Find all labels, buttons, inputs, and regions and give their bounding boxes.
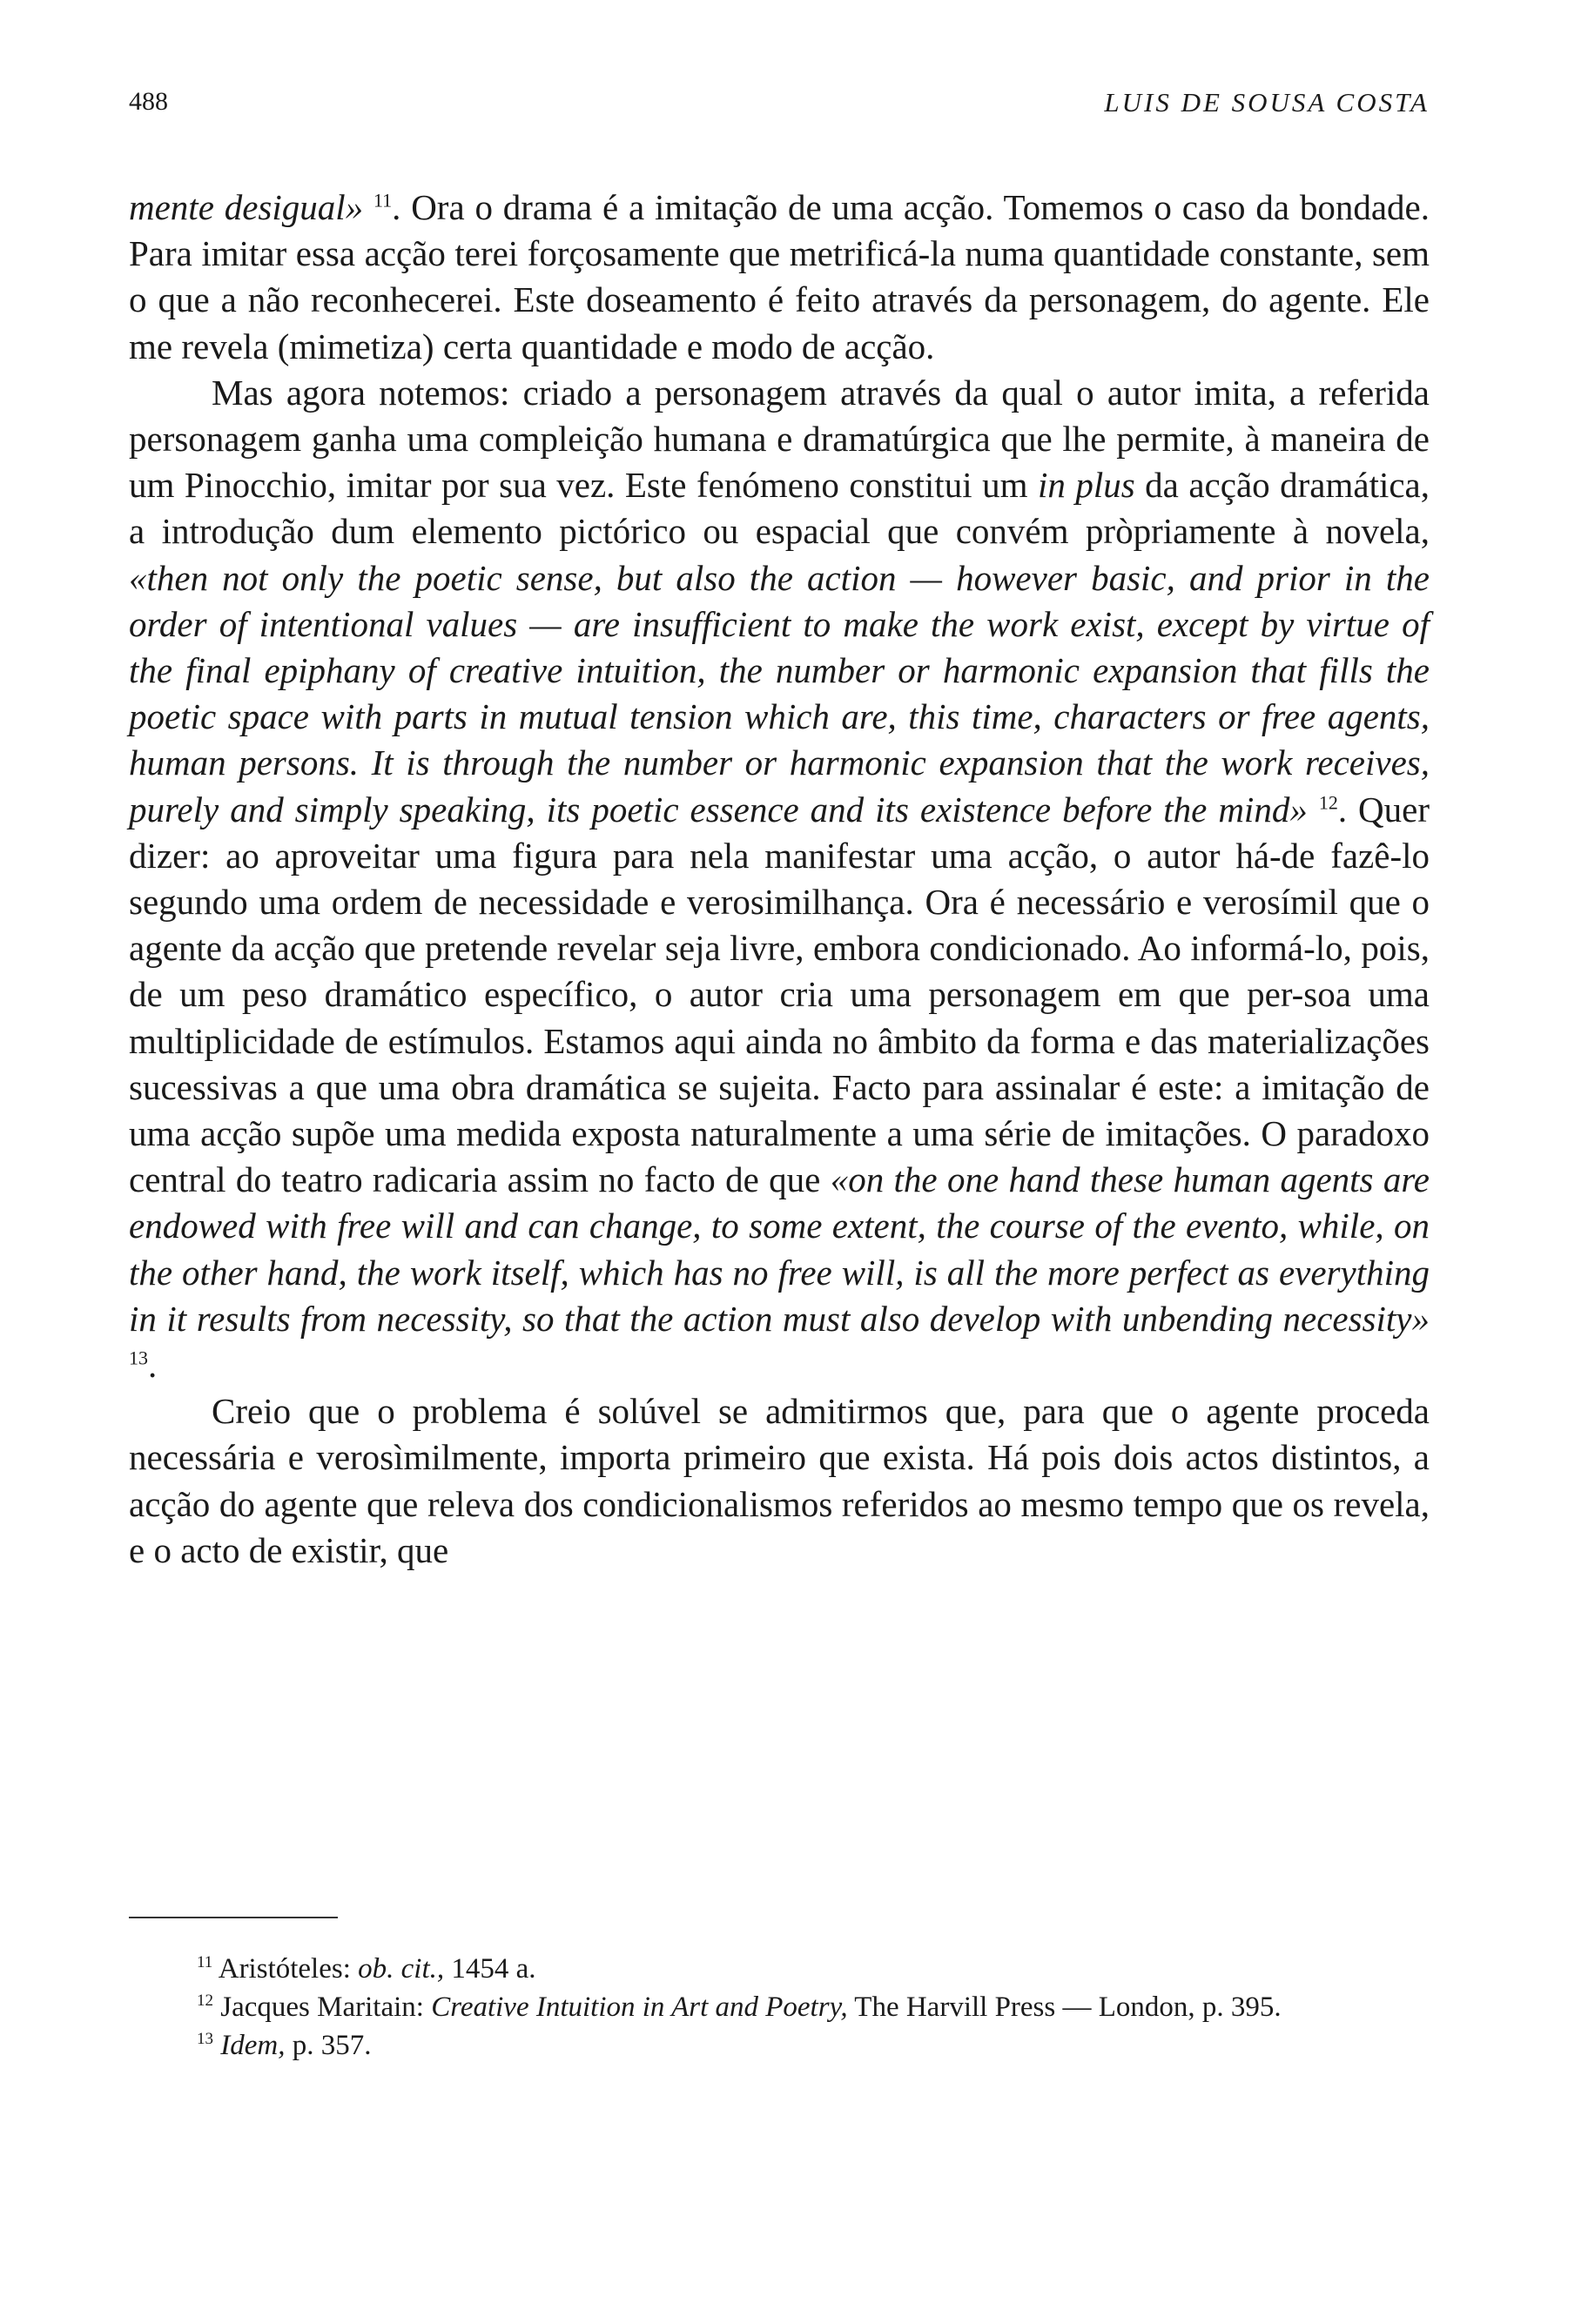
text-span: Mas agora notemos: criado a personagem através da qual o autor imita, a referida personagem ganha uma compleição humana e dramatúrgica que lhe permite, à maneira de um Pinocchio, imitar por sua vez. Este fenómeno constitui um: [129, 372, 1430, 506]
paragraph-1: [129, 185, 1430, 370]
footnote-italic: Creative Intuition in Art and Poetry,: [431, 1992, 848, 2023]
footnote-text: The Harvill Press — London, p. 395.: [847, 1992, 1282, 2023]
footnote-separator: [129, 1917, 338, 1918]
italic-span: in plus: [1037, 465, 1135, 506]
footnote-ref-12: 12: [1318, 790, 1338, 813]
quote-maritain-2: «on the one hand these human agents are endowed with free will and can change, to some extent, the course of the evento, while, on the other hand, the work itself, which has no free will, is all the more perfect as everything in it results from necessity, so that the action must also develop with unbending necessity»: [129, 1159, 1430, 1339]
page-header: [129, 87, 1430, 139]
text-span: . Quer dizer: ao aproveitar uma figura para nela manifestar uma acção, o autor há-de fazê-lo segundo uma ordem de necessidade e verosimilhança. Ora é necessário e verosímil que o agente da acção que pretende revelar seja livre, embora condicionado. Ao informá-lo, pois, de um peso dramático específico, o autor cria uma personagem em que per-soa uma multiplicidade de estímulos. Estamos aqui ainda no âmbito da forma e das materializações sucessivas a que uma obra dramática se sujeita. Facto para assinalar é este: a imitação de uma acção supõe uma medida exposta naturalmente a uma série de imitações. O paradoxo central do teatro radicaria assim no facto de que: [129, 789, 1430, 1200]
footnote-ref-11: 11: [373, 189, 393, 212]
italic-span: mente desigual»: [129, 187, 373, 227]
footnotes: [129, 1950, 1430, 2065]
body-text: [129, 185, 1430, 1574]
running-head: LUIS DE SOUSA COSTA: [1104, 87, 1430, 118]
footnote-11: [129, 1950, 1430, 1988]
footnote-13: [129, 2026, 1430, 2065]
text-span: . Ora o drama é a imitação de uma acção. Tomemos o caso da bondade. Para imitar essa acção terei forçosamente que metrificá-la numa quantidade constante, sem o que a não reconhecerei. Este doseamento é feito através da personagem, do agente. Ele me revela (mimetiza) certa quantidade e modo de acção.: [129, 187, 1430, 366]
quote-maritain-1: «then not only the poetic sense, but also the action — however basic, and prior in the order of intentional values — are insufficient to make the work exist, except by virtue of the final epiphany of creative intuition, the number or harmonic expansion that fills the poetic space with parts in mutual tension which are, this time, characters or free agents, human persons. It is through the number or harmonic expansion that the work receives, purely and simply speaking, its poetic essence and its existence before the mind»: [129, 557, 1430, 830]
footnote-number: 13: [197, 2030, 213, 2048]
text-span: .: [148, 1345, 158, 1386]
paragraph-2: [129, 370, 1430, 1388]
footnote-italic: Idem,: [220, 2030, 286, 2061]
footnote-text: p. 357.: [285, 2030, 372, 2061]
page-number: 488: [129, 87, 168, 116]
paragraph-3: Creio que o problema é solúvel se admitirmos que, para que o agente proceda necessária e verosìmilmente, importa primeiro que exista. Há pois dois actos distintos, a acção do agente que releva dos condicionalismos referidos ao mesmo tempo que os revela, e o acto de existir, que: [129, 1391, 1430, 1570]
text-span: da acção dramática, a introdução dum elemento pictórico ou espacial que convém pròpriamente à novela,: [129, 465, 1430, 552]
footnote-text: Jacques Maritain:: [220, 1992, 432, 2023]
footnote-italic: ob. cit.,: [358, 1953, 445, 1985]
footnote-ref-13: 13: [129, 1347, 148, 1369]
footnote-text: 1454 a.: [444, 1953, 536, 1985]
footnote-12: [129, 1988, 1430, 2026]
footnote-text: Aristóteles:: [218, 1953, 359, 1985]
footnote-number: 11: [197, 1953, 213, 1971]
footnote-number: 12: [197, 1992, 213, 2010]
